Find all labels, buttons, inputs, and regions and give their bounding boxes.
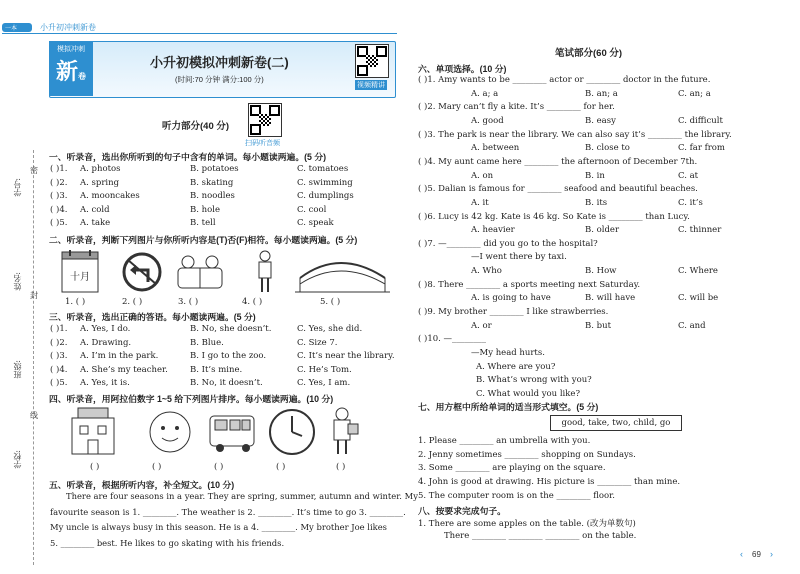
q6-option-a: A. Where are you? [476, 361, 556, 372]
q6-stem: ( )1. Amy wants to be ________ actor or ________ doctor in the future. [418, 75, 711, 85]
q6-option-b: B. will have [585, 293, 636, 304]
q3-heading: 三、听录音，选出正确的答语。每小题读两遍。(5 分) [49, 312, 256, 322]
listening-title: 听力部分(40 分) [162, 121, 230, 132]
q6-option-b: B. close to [585, 143, 630, 154]
q3-option-a: A. She’s my teacher. [80, 364, 168, 375]
seal-mark-3: 线 [30, 411, 38, 420]
q6-stem: ( )7. —________ did you go to the hospital? [418, 238, 598, 249]
q3-option-c: C. Yes, she did. [297, 324, 363, 334]
q6-option-a: A. on [471, 170, 494, 181]
q2-answer-label: 5. ( ) [320, 297, 341, 307]
q3-option-a: A. Yes, it is. [80, 378, 130, 389]
no-left-turn-sign [124, 254, 160, 290]
q8-heading: 八、按要求完成句子。 [418, 506, 506, 516]
q6-option-b: B. easy [585, 115, 616, 126]
q6-stem: ( )6. Lucy is 42 kg. Kate is 46 kg. So Kate is ________ than Lucy. [418, 211, 690, 222]
q4-bracket: ( ) [90, 462, 100, 472]
q1-option-c: C. tomatoes [297, 164, 349, 174]
q7-heading: 七、用方框中所给单词的适当形式填空。(5 分) [418, 402, 599, 412]
q6-option-a: A. is going to have [471, 293, 551, 304]
class-label: 班级: [13, 360, 22, 379]
building-picture [72, 408, 114, 454]
q4-bracket: ( ) [152, 462, 162, 472]
q8-sentence: There ________ ________ ________ on the table. [444, 531, 637, 541]
q6-stem: ( )10. —________ [418, 334, 487, 345]
q1-option-c: C. swimming [297, 177, 353, 188]
q6-option-b: B. its [585, 197, 608, 208]
q1-option-c: C. dumplings [297, 191, 354, 202]
q6-option-a: A. good [471, 115, 504, 126]
q1-option-a: A. photos [80, 164, 121, 174]
page-number: 69 [752, 550, 761, 559]
q1-option-b: B. potatoes [190, 164, 239, 174]
q6-option-c: C. it’s [678, 197, 703, 208]
q4-pictures [70, 406, 360, 458]
q6-option-b: B. but [585, 320, 611, 331]
q8-sentence: 1. There are some apples on the table. (改为单数句) [418, 519, 636, 529]
q3-option-c: C. Size 7. [297, 337, 338, 348]
student-id-label: 学号: [13, 178, 22, 197]
clock-picture [270, 410, 314, 454]
q3-option-c: C. He’s Tom. [297, 364, 352, 375]
school-label: 学校: [13, 450, 22, 469]
q3-option-a: A. I’m in the park. [80, 351, 159, 362]
q6-option-b: B. an; a [585, 88, 618, 99]
badge-sub: 卷 [78, 72, 86, 81]
q4-bracket: ( ) [336, 462, 346, 472]
q3-option-b: B. I go to the zoo. [190, 351, 267, 362]
q6-option-b: B. How [585, 266, 617, 276]
word-box: good, take, two, child, go [550, 415, 682, 431]
q4-bracket: ( ) [276, 462, 286, 472]
badge-main [49, 55, 93, 86]
q2-answer-label: 3. ( ) [178, 297, 199, 307]
listening-qr-code[interactable] [248, 103, 282, 137]
q6-option-a: A. between [471, 143, 520, 154]
q6-heading: 六、单项选择。(10 分) [418, 64, 507, 74]
q1-option-a: A. spring [80, 177, 120, 188]
q3-option-b: B. Blue. [190, 337, 224, 348]
q1-option-b: B. noodles [190, 191, 235, 202]
q1-option-a: A. take [80, 218, 111, 229]
next-page-icon[interactable]: › [770, 549, 773, 559]
prev-page-icon[interactable]: ‹ [740, 549, 743, 559]
binding-line [33, 150, 34, 565]
q6-stem: ( )3. The park is near the library. We can also say it’s ________ the library. [418, 129, 732, 140]
q6-option-c: C. will be [678, 293, 719, 304]
bridge-picture [295, 263, 390, 292]
q7-sentence: 1. Please ________ an umbrella with you. [418, 436, 591, 446]
q6-option-c: C. far from [678, 143, 725, 154]
q7-sentence: 2. Jenny sometimes ________ shopping on Sundays. [418, 449, 636, 460]
q6-option-c: C. Where [678, 266, 718, 276]
man-standing-picture [259, 251, 271, 292]
q7-sentence: 3. Some ________ are playing on the square. [418, 463, 606, 474]
q1-option-a: A. mooncakes [80, 191, 140, 202]
q5-line: My uncle is always busy in this season. He is a 4. ________. My brother Joe likes [50, 522, 387, 532]
calendar-picture [62, 250, 98, 292]
q5-heading: 五、听录音，根据所听内容，补全短文。(10 分) [49, 480, 235, 490]
q6-option-c: C. at [678, 170, 699, 181]
q6-option-c: C. and [678, 320, 706, 331]
q2-heading: 二、听录音，判断下列图片与你所听内容是(T)否(F)相符。每小题读两遍。(5 分) [49, 235, 358, 245]
header-tag-label: 一本 [5, 26, 18, 32]
q1-number: ( )2. [50, 177, 68, 188]
q6-option-c: C. thinner [678, 225, 722, 236]
q3-option-b: B. It’s mine. [190, 364, 243, 375]
q3-option-b: B. No, it doesn’t. [190, 378, 263, 389]
listening-qr-caption: 扫码听音频 [245, 140, 280, 147]
q6-stem: ( )8. There ________ a sports meeting next Saturday. [418, 279, 641, 290]
name-label: 姓名: [13, 272, 22, 291]
q3-number: ( )1. [50, 324, 68, 334]
paper-title: 小升初模拟冲刺新卷(二) [150, 55, 289, 70]
q2-answer-label: 4. ( ) [242, 297, 263, 307]
q1-option-b: B. hole [190, 204, 220, 215]
banner-qr-caption: 视频精讲 [357, 82, 385, 89]
q1-number: ( )1. [50, 164, 68, 174]
q6-option-b: B. older [585, 225, 620, 236]
badge-top: 模拟冲刺 [57, 46, 85, 53]
q6-extra-line: —My head hurts. [471, 347, 545, 358]
q6-stem: ( )9. My brother ________ I like strawberries. [418, 307, 609, 317]
q1-option-b: B. tell [190, 218, 216, 229]
q6-option-b: B. in [585, 170, 605, 181]
q6-option-a: A. Who [471, 266, 502, 276]
q5-line: There are four seasons in a year. They are spring, summer, autumn and winter. My [66, 491, 418, 501]
q1-option-c: C. speak [297, 218, 334, 229]
q4-heading: 四、听录音，用阿拉伯数字 1~5 给下列图片排序。每小题读两遍。(10 分) [49, 394, 334, 404]
q1-number: ( )3. [50, 191, 68, 202]
q2-answer-label: 2. ( ) [122, 297, 143, 307]
q3-number: ( )3. [50, 351, 68, 362]
q3-number: ( )4. [50, 364, 68, 375]
q5-line: 5. ________ best. He likes to go skating with his friends. [50, 537, 285, 548]
q1-number: ( )5. [50, 218, 68, 229]
q3-option-c: C. Yes, I am. [297, 378, 351, 389]
q6-option-a: A. heavier [471, 225, 515, 236]
badge-main-char: 新 [55, 59, 78, 84]
q5-line: favourite season is 1. ________. The weather is 2. ________. It’s time to go 3. ________. [50, 506, 406, 517]
q6-extra-line: —I went there by taxi. [471, 252, 567, 263]
q2-pictures [60, 248, 390, 296]
mail-carrier-picture [334, 408, 358, 454]
badge [49, 41, 93, 96]
q6-option-c: C. difficult [678, 115, 723, 126]
calendar-text: 十月 [70, 272, 90, 283]
q1-number: ( )4. [50, 204, 68, 215]
header-rule [2, 33, 397, 34]
q3-option-b: B. No, she doesn’t. [190, 324, 272, 334]
header-title: 小升初冲刺新卷 [40, 23, 96, 32]
seal-mark-1: 密 [30, 166, 38, 175]
q6-stem: ( )2. Mary can’t fly a kite. It’s ________ for her. [418, 102, 615, 113]
q6-option-c: C. What would you like? [476, 388, 581, 399]
q4-bracket: ( ) [214, 462, 224, 472]
banner-qr-code[interactable] [355, 44, 389, 78]
q7-sentence: 4. John is good at drawing. His picture is ________ than mine. [418, 477, 681, 488]
paper-subtitle: (时间:70 分钟 满分:100 分) [175, 75, 264, 84]
people-in-car-picture [178, 256, 222, 288]
q7-sentence: 5. The computer room is on the ________ floor. [418, 490, 615, 501]
q3-option-c: C. It’s near the library. [297, 351, 395, 362]
q6-stem: ( )5. Dalian is famous for ________ seafood and beautiful beaches. [418, 184, 698, 195]
q1-option-b: B. skating [190, 177, 234, 188]
bus-picture [210, 416, 254, 452]
seal-mark-2: 封 [30, 291, 38, 300]
q6-option-b: B. What’s wrong with you? [476, 375, 592, 386]
q1-option-c: C. cool [297, 204, 327, 215]
q6-stem: ( )4. My aunt came here ________ the afternoon of December 7th. [418, 156, 698, 167]
q6-option-a: A. or [471, 320, 492, 331]
q1-heading: 一、听录音，选出你所听到的句子中含有的单词。每小题读两遍。(5 分) [49, 152, 327, 162]
q3-option-a: A. Yes, I do. [80, 324, 131, 334]
smiling-moon-picture [150, 412, 190, 452]
q3-number: ( )2. [50, 337, 68, 348]
q3-number: ( )5. [50, 378, 68, 389]
q2-answer-label: 1. ( ) [65, 297, 86, 307]
q6-option-c: C. an; a [678, 88, 711, 99]
written-title: 笔试部分(60 分) [555, 48, 623, 59]
q6-option-a: A. it [471, 197, 489, 208]
q3-option-a: A. Drawing. [80, 337, 132, 348]
q6-option-a: A. a; a [471, 88, 499, 99]
q1-option-a: A. cold [80, 204, 110, 215]
